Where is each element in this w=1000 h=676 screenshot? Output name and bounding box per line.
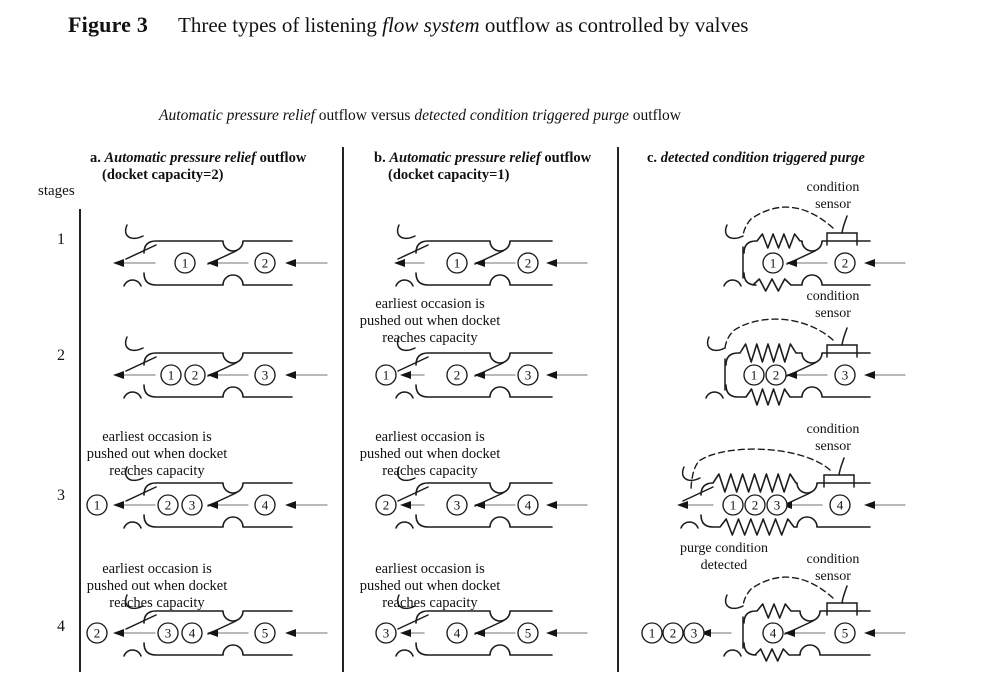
svg-text:2: 2 <box>669 625 677 641</box>
caption-line: earliest occasion is <box>102 429 212 445</box>
stage-number-3: 3 <box>57 487 65 504</box>
condition-sensor-label-1: condition sensor <box>806 180 860 212</box>
column-header-b-line1: b. Automatic pressure relief outflow <box>374 150 592 166</box>
occasion-1-ejected <box>87 495 107 515</box>
svg-text:2: 2 <box>751 497 759 513</box>
svg-text:2: 2 <box>164 497 172 513</box>
occasion-2-docket <box>447 365 467 385</box>
figure-title: Figure 3 Three types of listening flow system outflow as controlled by valves <box>68 12 749 37</box>
pipe-b-stage1 <box>394 225 587 286</box>
svg-text:2: 2 <box>772 367 780 383</box>
pipe-c-stage4 <box>642 577 905 661</box>
purge-detected-label: purge condition detected <box>679 541 768 573</box>
condition-sensor-label-2: condition sensor <box>806 289 860 321</box>
caption-line: reaches capacity <box>382 330 478 346</box>
stage-number-2: 2 <box>57 347 65 364</box>
svg-text:3: 3 <box>690 625 698 641</box>
svg-text:4: 4 <box>188 625 196 641</box>
svg-text:1: 1 <box>93 497 101 513</box>
column-header-a-line2: (docket capacity=2) <box>102 167 224 183</box>
stage-number-1: 1 <box>57 231 65 248</box>
occasion-2-docket <box>185 365 205 385</box>
svg-text:3: 3 <box>382 625 390 641</box>
svg-text:1: 1 <box>769 255 777 271</box>
figure-number: Figure 3 <box>68 12 149 37</box>
svg-text:1: 1 <box>750 367 758 383</box>
svg-text:2: 2 <box>524 255 532 271</box>
occasion-3-ejected <box>376 623 396 643</box>
caption-line: earliest occasion is <box>375 561 485 577</box>
svg-text:4: 4 <box>524 497 532 513</box>
svg-text:2: 2 <box>841 255 849 271</box>
pipe-b-stage3 <box>376 467 587 528</box>
caption-line: reaches capacity <box>109 463 205 479</box>
stage-number-4: 4 <box>57 618 65 635</box>
svg-text:1: 1 <box>648 625 656 641</box>
occasion-2-docket <box>766 365 786 385</box>
svg-text:5: 5 <box>524 625 532 641</box>
svg-text:3: 3 <box>164 625 172 641</box>
pipe-a-stage1 <box>113 225 327 286</box>
column-header-a-line1: a. Automatic pressure relief outflow <box>90 150 307 166</box>
caption-line: reaches capacity <box>382 595 478 611</box>
occasion-2-docket <box>158 495 178 515</box>
occasion-3-incoming <box>835 365 855 385</box>
occasion-5-incoming <box>835 623 855 643</box>
column-header-b-line2: (docket capacity=1) <box>388 167 510 183</box>
svg-text:3: 3 <box>453 497 461 513</box>
occasion-4-incoming <box>255 495 275 515</box>
occasion-5-incoming <box>255 623 275 643</box>
svg-text:1: 1 <box>181 255 189 271</box>
pipe-b-stage4 <box>376 595 587 656</box>
occasion-3-docket <box>767 495 787 515</box>
occasion-4-docket <box>447 623 467 643</box>
occasion-2-ejected <box>87 623 107 643</box>
pipe-a-stage4 <box>87 595 327 656</box>
caption-line: earliest occasion is <box>102 561 212 577</box>
svg-text:3: 3 <box>188 497 196 513</box>
occasion-4-docket <box>182 623 202 643</box>
svg-text:5: 5 <box>841 625 849 641</box>
occasion-1-docket <box>161 365 181 385</box>
stages-label: stages <box>38 183 75 199</box>
occasion-3-incoming <box>518 365 538 385</box>
svg-text:3: 3 <box>524 367 532 383</box>
caption-line: pushed out when docket <box>86 446 228 462</box>
occasion-5-incoming <box>518 623 538 643</box>
svg-text:4: 4 <box>453 625 461 641</box>
occasion-2-docket <box>745 495 765 515</box>
occasion-1-docket <box>723 495 743 515</box>
svg-text:2: 2 <box>191 367 199 383</box>
caption-line: reaches capacity <box>382 463 478 479</box>
occasion-2-incoming <box>255 253 275 273</box>
occasion-3-incoming <box>255 365 275 385</box>
occasion-3-docket <box>447 495 467 515</box>
condition-sensor-label-4: condition sensor <box>806 552 860 584</box>
occasion-1-docket <box>763 253 783 273</box>
occasion-4-incoming <box>830 495 850 515</box>
occasion-2-ejected <box>663 623 683 643</box>
caption-line: pushed out when docket <box>86 578 228 594</box>
svg-text:1: 1 <box>167 367 175 383</box>
svg-text:5: 5 <box>261 625 269 641</box>
occasion-1-docket <box>447 253 467 273</box>
svg-text:1: 1 <box>382 367 390 383</box>
caption-line: pushed out when docket <box>359 578 501 594</box>
pipe-c-stage3 <box>677 449 905 535</box>
column-header-c-line1: c. detected condition triggered purge <box>647 150 865 166</box>
svg-text:1: 1 <box>453 255 461 271</box>
svg-text:2: 2 <box>382 497 390 513</box>
svg-text:2: 2 <box>261 255 269 271</box>
occasion-3-docket <box>158 623 178 643</box>
occasion-2-incoming <box>835 253 855 273</box>
pipe-b-stage2 <box>376 337 587 398</box>
occasion-1-ejected <box>642 623 662 643</box>
svg-text:4: 4 <box>836 497 844 513</box>
caption-line: earliest occasion is <box>375 296 485 312</box>
figure-subtitle: Automatic pressure relief outflow versus detected condition triggered purge outflow <box>159 107 681 124</box>
occasion-4-docket <box>763 623 783 643</box>
occasion-1-ejected <box>376 365 396 385</box>
caption-line: pushed out when docket <box>359 446 501 462</box>
pipe-a-stage3 <box>87 467 327 528</box>
occasion-3-docket <box>182 495 202 515</box>
caption-line: reaches capacity <box>109 595 205 611</box>
condition-sensor-label-3: condition sensor <box>806 422 860 454</box>
occasion-3-ejected <box>684 623 704 643</box>
occasion-1-docket <box>175 253 195 273</box>
occasion-4-incoming <box>518 495 538 515</box>
occasion-1-docket <box>744 365 764 385</box>
svg-text:3: 3 <box>841 367 849 383</box>
occasion-2-ejected <box>376 495 396 515</box>
svg-text:2: 2 <box>93 625 101 641</box>
pipe-a-stage2 <box>113 337 327 398</box>
caption-line: pushed out when docket <box>359 313 501 329</box>
svg-text:3: 3 <box>261 367 269 383</box>
svg-text:4: 4 <box>769 625 777 641</box>
svg-text:4: 4 <box>261 497 269 513</box>
occasion-2-incoming <box>518 253 538 273</box>
svg-text:1: 1 <box>729 497 737 513</box>
svg-text:2: 2 <box>453 367 461 383</box>
pipe-c-stage1 <box>724 207 905 291</box>
svg-text:3: 3 <box>773 497 781 513</box>
caption-line: earliest occasion is <box>375 429 485 445</box>
pipe-c-stage2 <box>706 319 905 405</box>
